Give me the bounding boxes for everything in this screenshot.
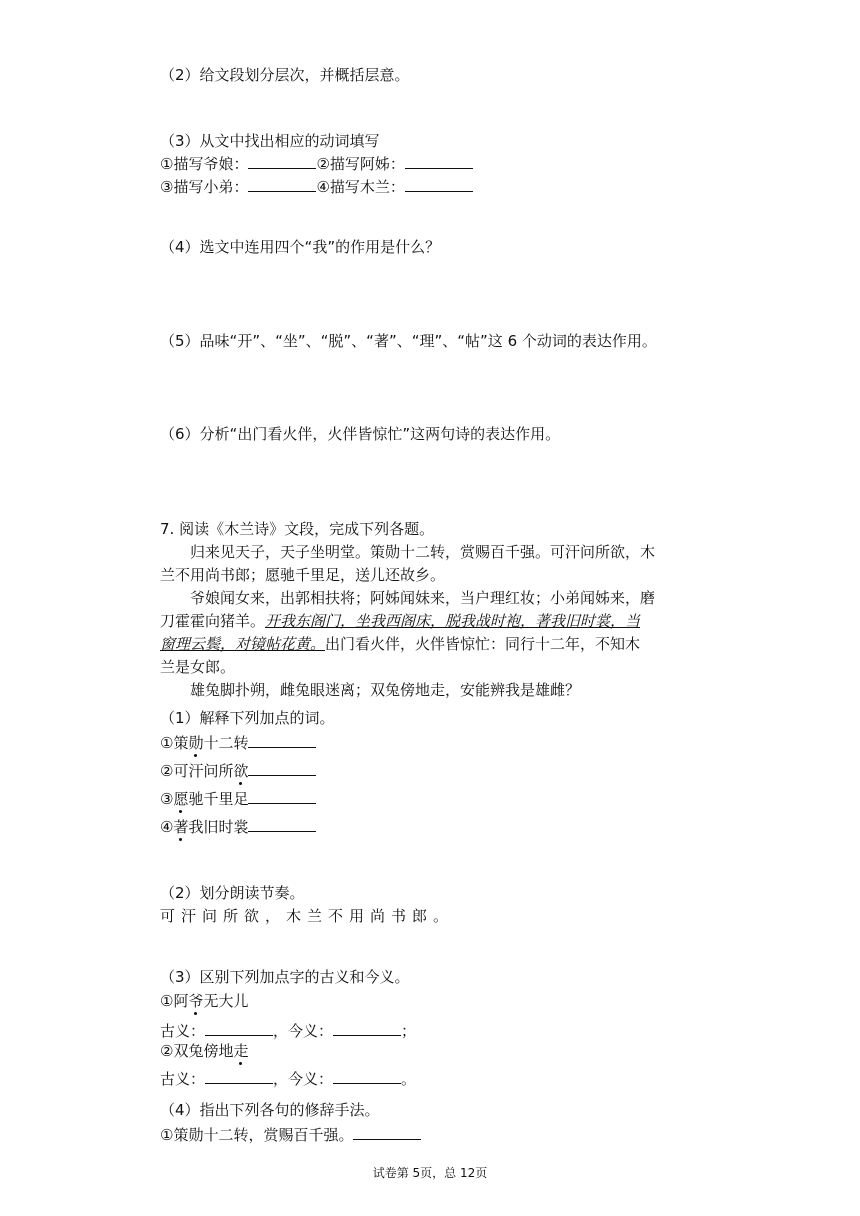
answer-blank[interactable]: [405, 177, 473, 192]
rhetoric-text: ①策勋十二转，赏赐百千强。: [160, 1126, 354, 1144]
passage-line: 兰不用尚书郎；愿驰千里足，送儿还故乡。: [160, 566, 446, 584]
passage-line: 归来见天子，天子坐明堂。策勋十二转，赏赐百千强。可汗问所欲，木: [190, 543, 656, 561]
dotted-char: 走: [233, 1042, 249, 1060]
page-footer: 试卷第 5页，总 12页: [372, 1166, 488, 1180]
word-item: [160, 816, 316, 838]
word-text: ④: [160, 818, 174, 836]
answer-blank[interactable]: [248, 761, 316, 776]
passage-line: 爷娘闻女来，出郭相扶将；阿姊闻妹来，当户理红妆；小弟闻姊来，磨: [190, 589, 656, 607]
dotted-char: 欲: [233, 762, 249, 780]
meaning-row: [160, 1020, 416, 1042]
q6-sub4: （4）选文中连用四个“我”的作用是什么？: [160, 238, 441, 256]
q7-sub1: （1）解释下列加点的词。: [160, 709, 335, 727]
answer-blank[interactable]: [205, 1069, 273, 1084]
word-text: 十二转: [203, 734, 249, 752]
word-text: 我旧时裳: [188, 818, 249, 836]
q7-sub3: （3）区别下列加点字的古义和今义。: [160, 968, 410, 986]
answer-blank[interactable]: [405, 154, 473, 169]
fill-label: ③描写小弟：: [160, 178, 249, 196]
word-item: [160, 1040, 248, 1062]
q7-sub2: （2）划分朗读节奏。: [160, 884, 305, 902]
q6-sub5: （5）品味“开”、“坐”、“脱”、“著”、“理”、“帖”这 6 个动词的表达作用。: [160, 332, 657, 350]
punctuation: ；: [401, 1022, 417, 1040]
answer-blank[interactable]: [205, 1021, 273, 1036]
passage-text: 出门看火伴，火伴皆惊忙：同行十二年，不知木: [325, 635, 641, 653]
word-item: [160, 788, 316, 810]
word-text: ②双兔傍地: [160, 1042, 234, 1060]
jin-label: ，今义：: [273, 1022, 334, 1040]
fill-label: ①描写爷娘：: [160, 155, 249, 173]
word-item: [160, 732, 316, 754]
gu-label: 古义：: [160, 1070, 206, 1088]
q6-sub3-row2: [160, 176, 473, 198]
q6-sub6: （6）分析“出门看火伴，火伴皆惊忙”这两句诗的表达作用。: [160, 425, 561, 443]
word-text: 驰千里足: [188, 790, 249, 808]
rhythm-text: 可汗问所欲，木兰不用尚书郎。: [160, 907, 455, 925]
word-text: ①阿: [160, 992, 189, 1010]
q6-sub3-row1: [160, 153, 473, 175]
jin-label: ，今义：: [273, 1070, 334, 1088]
fill-label: ④描写木兰：: [316, 178, 405, 196]
dotted-char: 著: [173, 818, 189, 836]
q6-sub2: （2）给文段划分层次，并概括层意。: [160, 66, 410, 84]
q7-sub4: （4）指出下列各句的修辞手法。: [160, 1101, 380, 1119]
passage-line: 雄兔脚扑朔，雌兔眼迷离；双兔傍地走，安能辨我是雄雌？: [190, 681, 581, 699]
gu-label: 古义：: [160, 1022, 206, 1040]
dotted-char: 愿: [173, 790, 189, 808]
passage-line: [160, 610, 640, 632]
rhetoric-item: [160, 1124, 421, 1146]
answer-blank[interactable]: [248, 177, 316, 192]
answer-blank[interactable]: [248, 817, 316, 832]
word-text: ②可汗问所: [160, 762, 234, 780]
answer-blank[interactable]: [248, 733, 316, 748]
passage-text: 刀霍霍向猪羊。: [160, 612, 266, 630]
passage-line: [160, 633, 640, 655]
passage-line: 兰是女郎。: [160, 658, 236, 676]
dotted-char: 勋: [188, 734, 204, 752]
dotted-char: 爷: [188, 992, 204, 1010]
word-item: [160, 990, 248, 1012]
meaning-row: [160, 1068, 416, 1090]
underlined-passage: 窗理云鬓，对镜帖花黄。: [160, 635, 326, 653]
answer-blank[interactable]: [248, 789, 316, 804]
q7-heading: 7. 阅读《木兰诗》文段，完成下列各题。: [160, 520, 435, 538]
fill-label: ②描写阿姊：: [316, 155, 405, 173]
underlined-passage: 开我东阁门，坐我西阁床，脱我战时袍，著我旧时裳，当: [265, 612, 641, 630]
answer-blank[interactable]: [248, 154, 316, 169]
answer-blank[interactable]: [353, 1125, 421, 1140]
word-text: ③: [160, 790, 174, 808]
punctuation: 。: [401, 1070, 417, 1088]
word-item: [160, 760, 316, 782]
answer-blank[interactable]: [333, 1021, 401, 1036]
q6-sub3: （3）从文中找出相应的动词填写: [160, 132, 380, 150]
word-text: 无大儿: [203, 992, 249, 1010]
word-text: ①策: [160, 734, 189, 752]
answer-blank[interactable]: [333, 1069, 401, 1084]
